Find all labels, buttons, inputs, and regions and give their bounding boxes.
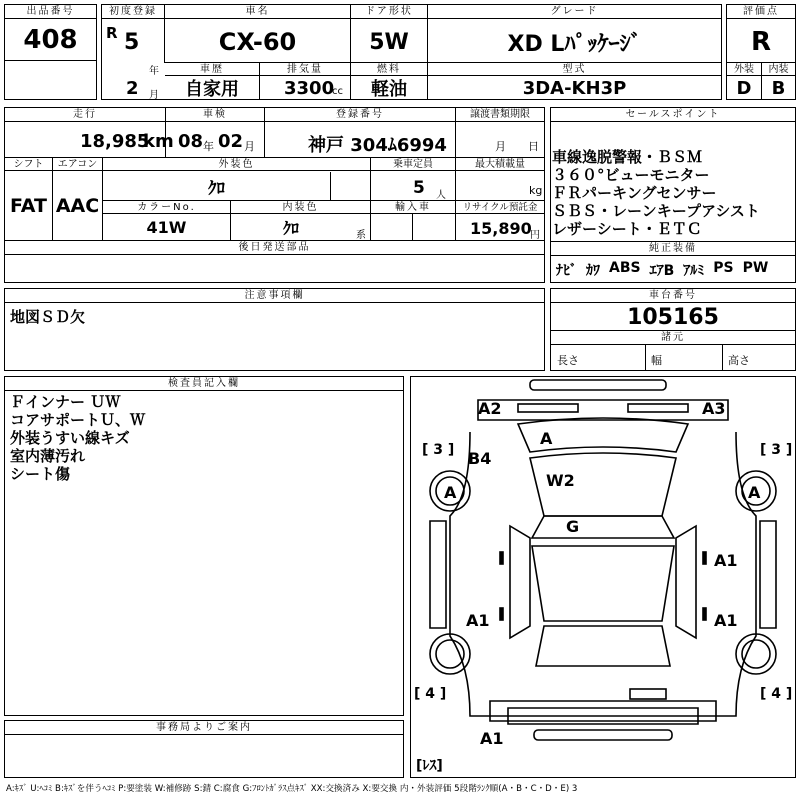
- lot-number: 408: [23, 25, 78, 55]
- int-grade-label: 内装: [762, 63, 795, 76]
- capacity: 5: [413, 178, 425, 198]
- sales-point: 車線逸脱警報・ＢＳＭ: [552, 148, 703, 166]
- damage-mark: A1: [466, 611, 490, 630]
- transfer-month-unit: 月: [495, 140, 506, 153]
- inspector-line: 室内薄汚れ: [10, 447, 86, 465]
- inspector-line: Ｆインナー ＵＷ: [10, 393, 121, 411]
- transfer-label: 譲渡書類期限: [456, 108, 544, 122]
- sales-point: ３６０°ビューモニター: [552, 166, 710, 184]
- ext-grade-label: 外装: [727, 63, 761, 76]
- chassis-number: 105165: [627, 304, 719, 330]
- length-label: 長さ: [557, 354, 579, 367]
- score-label: 評価点: [727, 5, 795, 19]
- history: 自家用: [185, 79, 239, 100]
- sales-point: ＳＢＳ・レーンキープアシスト: [552, 202, 760, 220]
- import-label: 輸入車: [371, 201, 455, 214]
- model-label: 型式: [428, 63, 721, 76]
- int-color-label: 内装色: [231, 201, 370, 214]
- bracket-label: [ 3 ]: [760, 442, 793, 458]
- damage-mark: A1: [714, 611, 738, 630]
- damage-mark: A1: [714, 551, 738, 570]
- door-label: ドア形状: [351, 5, 427, 19]
- shift-label: シフト: [5, 158, 52, 171]
- plate-label: 登録番号: [265, 108, 455, 122]
- int-color-unit: 系: [356, 230, 366, 241]
- ac: AAC: [55, 195, 100, 217]
- capacity-unit: 人: [436, 190, 446, 201]
- color-no-label: カラーNo.: [103, 201, 230, 214]
- damage-mark: A: [748, 483, 761, 502]
- grade: XD Lﾊﾟｯｹｰｼﾞ: [507, 31, 642, 57]
- equip-item: PS: [713, 260, 734, 276]
- bracket-label: [ 3 ]: [422, 442, 455, 458]
- damage-mark: A: [540, 429, 553, 448]
- month-unit: 月: [149, 90, 159, 101]
- car-diagram: [410, 376, 796, 778]
- equip-list: [556, 260, 768, 280]
- displacement: 3300: [284, 78, 335, 99]
- ac-label: エアコン: [53, 158, 102, 171]
- capacity-label: 乗車定員: [371, 158, 455, 171]
- inspector-label: 検査員記入欄: [5, 377, 403, 391]
- inspector-line: シート傷: [10, 465, 71, 483]
- color-no: 41W: [146, 218, 187, 237]
- later-parts-label: 後日発送部品: [5, 241, 544, 255]
- bracket-label: [ 4 ]: [414, 686, 447, 702]
- legend: A:ｷｽﾞ U:ﾍｺﾐ B:ｷｽﾞを伴うﾍｺﾐ P:要塗装 W:補修跡 S:錆 C:腐食 G:ﾌﾛﾝﾄｶﾞﾗｽ点ｷｽﾞ XX:交換済み X:要交換 内・外装評価 5段階ﾗﾝｸ順(A・B・C・D・E) 3: [6, 784, 578, 794]
- displacement-unit: cc: [332, 86, 343, 97]
- shift: FAT: [10, 195, 47, 217]
- first-reg-year: 5: [124, 30, 140, 55]
- sales-label: セールスポイント: [551, 108, 795, 122]
- door-type: 5W: [369, 29, 409, 55]
- mileage-label: 走行: [5, 108, 165, 122]
- load-label: 最大積載量: [456, 158, 544, 171]
- inspector-line: コアサポートＵ、Ｗ: [10, 411, 146, 429]
- inspection-label: 車検: [166, 108, 264, 122]
- transfer-day-unit: 日: [528, 140, 539, 153]
- damage-mark: B4: [468, 449, 492, 468]
- equip-item: ｶﾜ: [586, 263, 600, 279]
- equip-item: ｱﾙﾐ: [683, 263, 705, 279]
- equip-item: ｴｱB: [649, 263, 675, 279]
- recycle-unit: 円: [530, 230, 540, 241]
- office-label: 事務局よりご案内: [5, 721, 403, 735]
- height-label: 高さ: [728, 354, 750, 367]
- insp-month: 02: [218, 131, 244, 152]
- equip-item: PW: [742, 260, 769, 276]
- notes-label: 注意事項欄: [5, 289, 544, 303]
- notes-text: 地図ＳＤ欠: [10, 308, 86, 326]
- first-reg-month: 2: [126, 78, 139, 99]
- sales-point: ＦＲパーキングセンサー: [552, 184, 717, 202]
- damage-mark: G: [566, 517, 580, 536]
- year-unit: 年: [149, 66, 159, 77]
- recycle: 15,890: [470, 219, 532, 238]
- bracket-label: [ 4 ]: [760, 686, 793, 702]
- inspector-notes: [10, 393, 145, 483]
- insp-year-unit: 年: [203, 140, 214, 153]
- sales-point: レザーシート・ＥＴＣ: [552, 220, 702, 238]
- fuel: 軽油: [371, 79, 407, 100]
- int-color: ｸﾛ: [282, 219, 299, 238]
- displacement-label: 排気量: [260, 63, 350, 76]
- lot-label: 出品番号: [5, 5, 96, 19]
- equip-item: ﾅﾋﾞ: [556, 263, 577, 279]
- plate: 神戸 304ﾑ6994: [308, 135, 447, 156]
- bracket-label: [ﾚｽ]: [416, 758, 443, 774]
- inspector-line: 外装うすい線キズ: [10, 429, 130, 447]
- insp-year: 08: [178, 131, 204, 152]
- equip-label: 純正装備: [551, 242, 795, 256]
- ext-color-label: 外装色: [103, 158, 370, 171]
- int-grade: B: [771, 77, 786, 99]
- damage-mark: A3: [702, 399, 726, 418]
- ext-color: ｸﾛ: [208, 178, 225, 199]
- car-name-label: 車名: [165, 5, 350, 19]
- fuel-label: 燃料: [351, 63, 427, 76]
- era: R: [106, 24, 118, 42]
- insp-month-unit: 月: [244, 140, 255, 153]
- recycle-label: リサイクル預託金: [456, 201, 544, 214]
- chassis-label: 車台番号: [551, 289, 795, 303]
- damage-mark: A2: [478, 399, 502, 418]
- equip-item: ABS: [609, 260, 641, 276]
- car-name: CX-60: [218, 28, 297, 56]
- model: 3DA-KH3P: [522, 77, 627, 99]
- first-reg-label: 初度登録: [102, 5, 164, 19]
- mileage-unit: km: [143, 131, 174, 152]
- sales-points: [552, 148, 760, 238]
- mileage: 18,985: [80, 131, 150, 152]
- dims-label: 諸元: [551, 331, 795, 345]
- damage-mark: A: [444, 483, 457, 502]
- ext-grade: D: [736, 77, 752, 99]
- grade-label: グレード: [428, 5, 721, 19]
- history-label: 車歴: [165, 63, 259, 76]
- score: R: [750, 27, 772, 57]
- load-unit: kg: [529, 184, 543, 197]
- width-label: 幅: [651, 354, 662, 367]
- damage-mark: A1: [480, 729, 504, 748]
- damage-mark: W2: [546, 471, 575, 490]
